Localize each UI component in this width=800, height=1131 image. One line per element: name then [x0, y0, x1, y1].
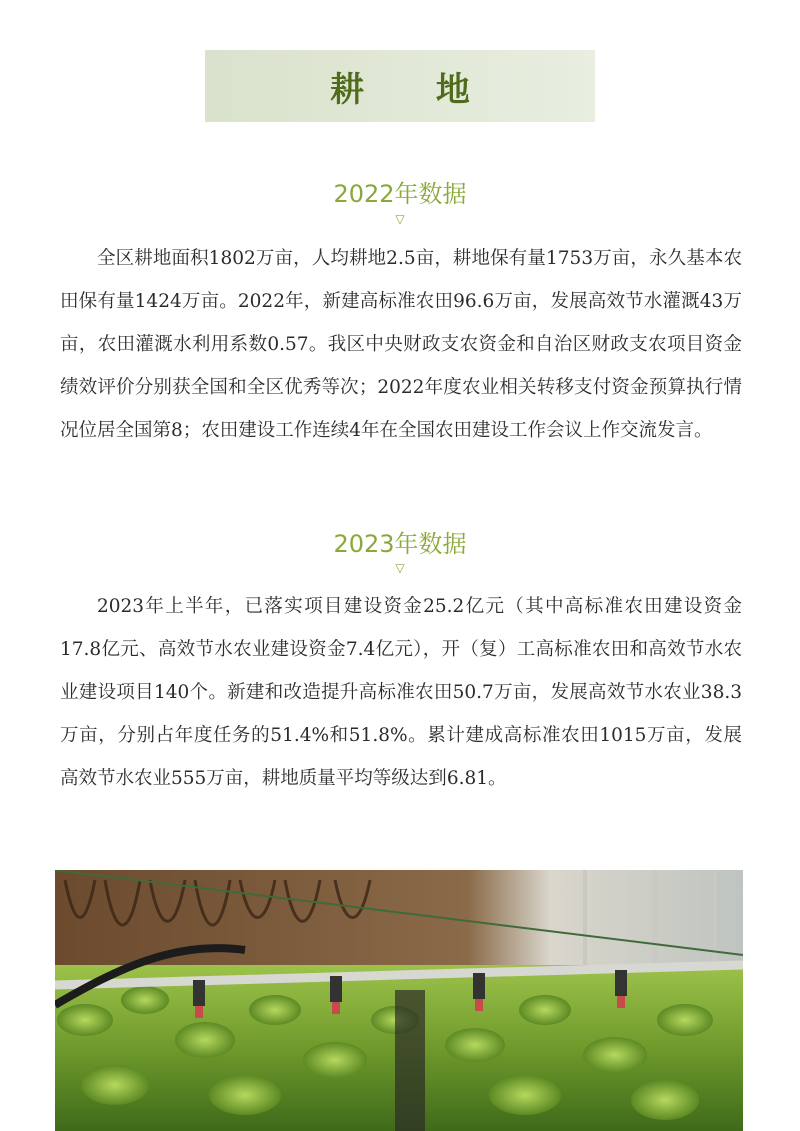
- paragraph-2022: 全区耕地面积1802万亩，人均耕地2.5亩，耕地保有量1753万亩，永久基本农田保有量1424万亩。2022年，新建高标准农田96.6万亩，发展高效节水灌溉43万亩，农田灌溉水利用系数0.57。我区中央财政支农资金和自治区财政支农项目资金绩效评价分别获全国和全区优秀等次；2022年度农业相关转移支付资金预算执行情况位居全国第8；农田建设工作连续4年在全国农田建设工作会议上作交流发言。: [60, 248, 742, 441]
- page-title: 耕 地: [330, 69, 500, 110]
- triangle-down-icon: ▽: [395, 561, 405, 575]
- greenhouse-irrigation-photo: [55, 870, 743, 1131]
- title-banner: [205, 50, 595, 122]
- section-heading-2023: 2023年数据: [333, 530, 467, 558]
- greenhouse-irrigation-icon: [55, 870, 743, 1131]
- section-heading-2022: 2022年数据: [333, 180, 467, 208]
- paragraph-2023: 2023年上半年，已落实项目建设资金25.2亿元（其中高标准农田建设资金17.8亿元、高效节水农业建设资金7.4亿元），开（复）工高标准农田和高效节水农业建设项目140个。新建和改造提升高标准农田50.7万亩，发展高效节水农业38.3万亩，分别占年度任务的51.4%和51.8%。累计建成高标准农田1015万亩，发展高效节水农业555万亩，耕地质量平均等级达到6.81。: [60, 596, 742, 789]
- triangle-down-icon: ▽: [395, 212, 405, 226]
